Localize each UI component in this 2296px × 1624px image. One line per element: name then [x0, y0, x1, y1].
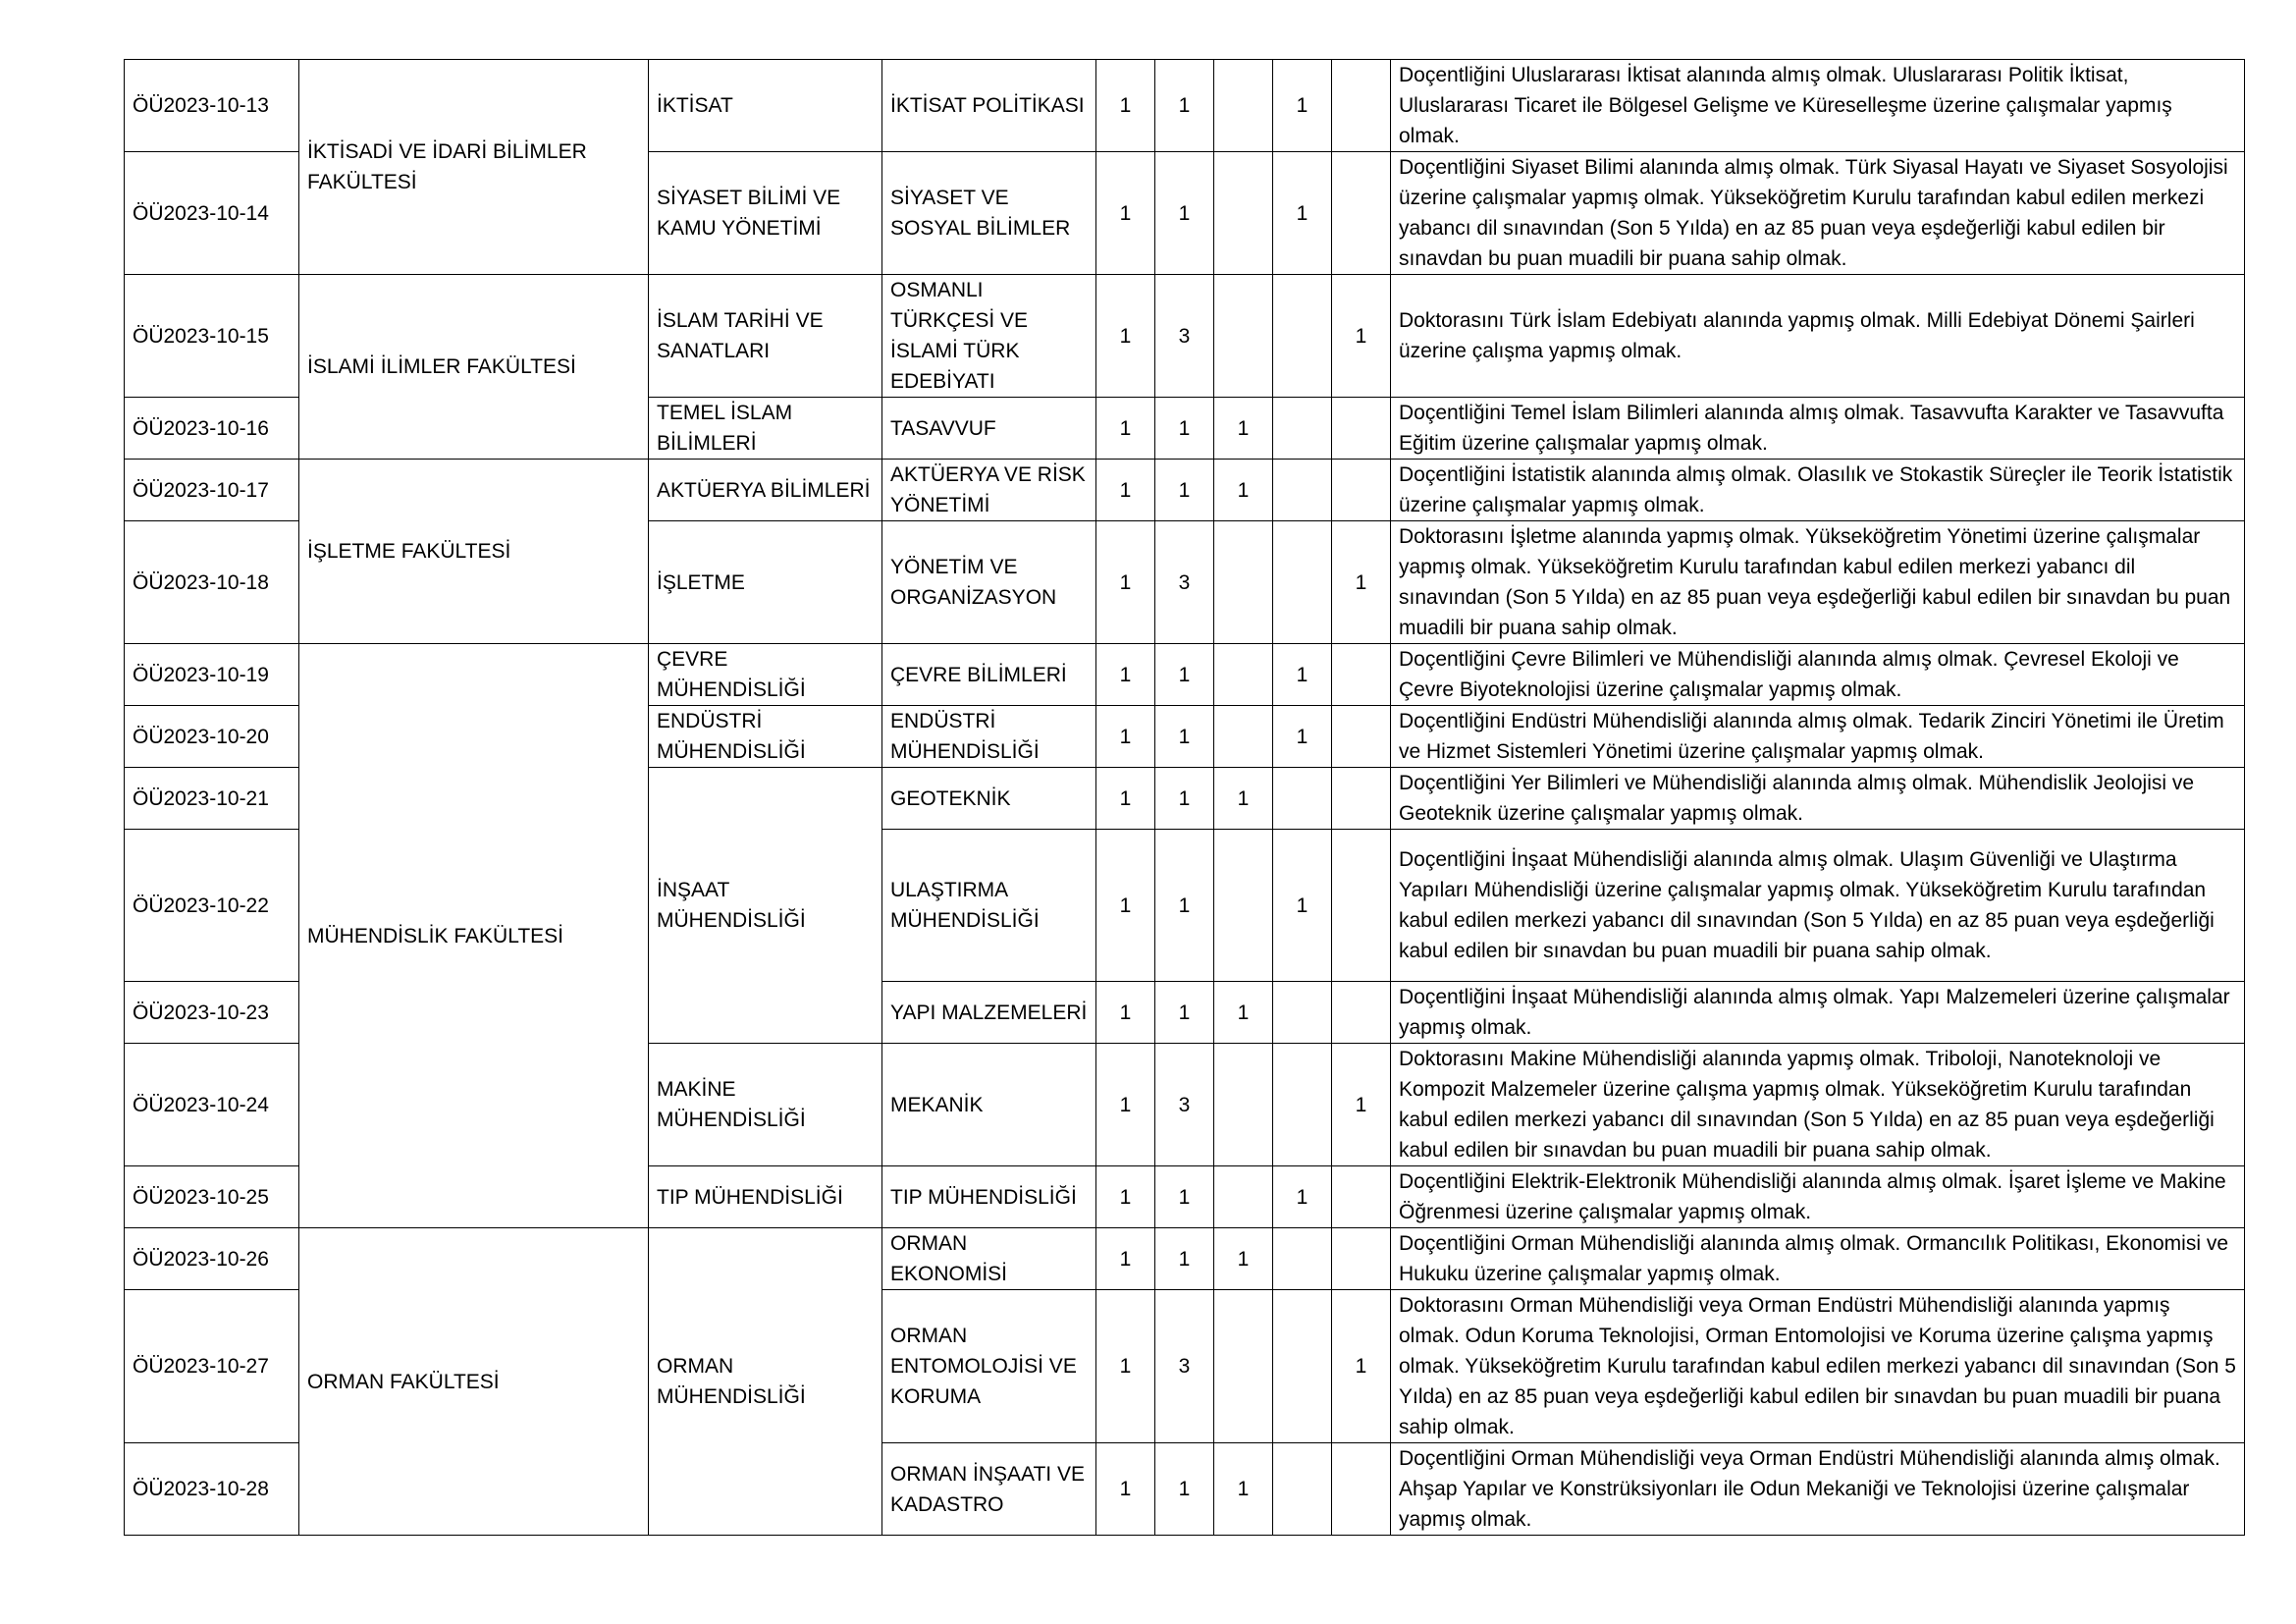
position-code: ÖÜ2023-10-22	[125, 830, 299, 982]
count-cell-3	[1214, 1290, 1273, 1443]
requirements-cell: Doçentliğini İnşaat Mühendisliği alanında almış olmak. Yapı Malzemeleri üzerine çalışmalar yapmış olmak.	[1391, 982, 2245, 1044]
requirements-cell: Doçentliğini İnşaat Mühendisliği alanında almış olmak. Ulaşım Güvenliği ve Ulaştırma Yapıları Mühendisliği üzerine çalışmalar yapmış olmak. Yükseköğretim Kurulu tarafından kabul edilen merkezi yabancı dil sınavından (Son 5 Yılda) en az 85 puan veya eşdeğerliği kabul edilen bir sınavdan bu puan muadili bir puana sahip olmak.	[1391, 830, 2245, 982]
count-cell-2: 1	[1155, 1228, 1214, 1290]
position-code: ÖÜ2023-10-25	[125, 1166, 299, 1228]
count-cell-2: 1	[1155, 706, 1214, 768]
count-cell-4	[1273, 275, 1332, 398]
count-cell-1: 1	[1096, 1044, 1155, 1166]
count-cell-4: 1	[1273, 152, 1332, 275]
count-cell-5	[1332, 982, 1391, 1044]
count-cell-1: 1	[1096, 1228, 1155, 1290]
count-cell-5	[1332, 398, 1391, 460]
count-cell-4: 1	[1273, 706, 1332, 768]
table-row	[125, 460, 2245, 521]
requirements-cell: Doktorasını İşletme alanında yapmış olmak. Yükseköğretim Yönetimi üzerine çalışmalar yapmış olmak. Yükseköğretim Kurulu tarafından kabul edilen merkezi yabancı dil sınavından (Son 5 Yılda) en az 85 puan veya eşdeğerliği kabul edilen bir sınavdan bu puan muadili bir puana sahip olmak.	[1391, 521, 2245, 644]
count-cell-2: 1	[1155, 152, 1214, 275]
requirements-cell: Doktorasını Orman Mühendisliği veya Orman Endüstri Mühendisliği alanında yapmış olmak. Odun Koruma Teknolojisi, Orman Entomolojisi ve Koruma üzerine çalışma yapmış olmak. Yükseköğretim Kurulu tarafından kabul edilen merkezi yabancı dil sınavından (Son 5 Yılda) en az 85 puan veya eşdeğerliği kabul edilen bir sınavdan bu puan muadili bir puana sahip olmak.	[1391, 1290, 2245, 1443]
count-cell-5	[1332, 706, 1391, 768]
requirements-cell: Doçentliğini İstatistik alanında almış olmak. Olasılık ve Stokastik Süreçler ile Teorik İstatistik üzerine çalışmalar yapmış olmak.	[1391, 460, 2245, 521]
position-code: ÖÜ2023-10-24	[125, 1044, 299, 1166]
field-cell: YAPI MALZEMELERİ	[882, 982, 1096, 1044]
position-code: ÖÜ2023-10-16	[125, 398, 299, 460]
positions-table	[124, 59, 2245, 1536]
count-cell-5	[1332, 1228, 1391, 1290]
field-cell: ORMAN İNŞAATI VE KADASTRO	[882, 1443, 1096, 1536]
count-cell-4: 1	[1273, 1166, 1332, 1228]
count-cell-4: 1	[1273, 60, 1332, 152]
count-cell-5	[1332, 152, 1391, 275]
count-cell-3: 1	[1214, 982, 1273, 1044]
requirements-cell: Doçentliğini Temel İslam Bilimleri alanında almış olmak. Tasavvufta Karakter ve Tasavvufta Eğitim üzerine çalışmalar yapmış olmak.	[1391, 398, 2245, 460]
count-cell-1: 1	[1096, 521, 1155, 644]
count-cell-5	[1332, 460, 1391, 521]
department-cell: ORMAN MÜHENDİSLİĞİ	[649, 1228, 882, 1536]
field-cell: TASAVVUF	[882, 398, 1096, 460]
count-cell-2: 1	[1155, 982, 1214, 1044]
position-code: ÖÜ2023-10-17	[125, 460, 299, 521]
count-cell-4	[1273, 1290, 1332, 1443]
count-cell-2: 1	[1155, 460, 1214, 521]
count-cell-1: 1	[1096, 768, 1155, 830]
count-cell-1: 1	[1096, 706, 1155, 768]
count-cell-3	[1214, 830, 1273, 982]
faculty-cell: ORMAN FAKÜLTESİ	[299, 1228, 649, 1536]
count-cell-4	[1273, 398, 1332, 460]
requirements-cell: Doçentliğini Yer Bilimleri ve Mühendisliği alanında almış olmak. Mühendislik Jeolojisi ve Geoteknik üzerine çalışmalar yapmış olmak.	[1391, 768, 2245, 830]
field-cell: İKTİSAT POLİTİKASI	[882, 60, 1096, 152]
department-cell: AKTÜERYA BİLİMLERİ	[649, 460, 882, 521]
department-cell: ÇEVRE MÜHENDİSLİĞİ	[649, 644, 882, 706]
count-cell-3	[1214, 152, 1273, 275]
position-code: ÖÜ2023-10-21	[125, 768, 299, 830]
count-cell-4: 1	[1273, 830, 1332, 982]
count-cell-4	[1273, 1228, 1332, 1290]
count-cell-1: 1	[1096, 982, 1155, 1044]
position-code: ÖÜ2023-10-28	[125, 1443, 299, 1536]
count-cell-3: 1	[1214, 460, 1273, 521]
count-cell-4	[1273, 768, 1332, 830]
department-cell: MAKİNE MÜHENDİSLİĞİ	[649, 1044, 882, 1166]
field-cell: GEOTEKNİK	[882, 768, 1096, 830]
faculty-cell: İŞLETME FAKÜLTESİ	[299, 460, 649, 644]
count-cell-4	[1273, 1443, 1332, 1536]
requirements-cell: Doçentliğini Orman Mühendisliği veya Orman Endüstri Mühendisliği alanında almış olmak. Ahşap Yapılar ve Konstrüksiyonları ile Odun Mekaniği ve Teknolojisi üzerine çalışmalar yapmış olmak.	[1391, 1443, 2245, 1536]
table-row	[125, 275, 2245, 398]
table-row	[125, 60, 2245, 152]
requirements-cell: Doçentliğini Orman Mühendisliği alanında almış olmak. Ormancılık Politikası, Ekonomisi ve Hukuku üzerine çalışmalar yapmış olmak.	[1391, 1228, 2245, 1290]
count-cell-1: 1	[1096, 398, 1155, 460]
count-cell-5: 1	[1332, 521, 1391, 644]
table-row	[125, 1228, 2245, 1290]
count-cell-2: 1	[1155, 1166, 1214, 1228]
count-cell-3: 1	[1214, 1443, 1273, 1536]
count-cell-3: 1	[1214, 1228, 1273, 1290]
requirements-cell: Doçentliğini Endüstri Mühendisliği alanında almış olmak. Tedarik Zinciri Yönetimi ile Üretim ve Hizmet Sistemleri Yönetimi üzerine çalışmalar yapmış olmak.	[1391, 706, 2245, 768]
count-cell-3: 1	[1214, 398, 1273, 460]
count-cell-1: 1	[1096, 1443, 1155, 1536]
requirements-cell: Doçentliğini Çevre Bilimleri ve Mühendisliği alanında almış olmak. Çevresel Ekoloji ve Çevre Biyoteknolojisi üzerine çalışmalar yapmış olmak.	[1391, 644, 2245, 706]
count-cell-1: 1	[1096, 830, 1155, 982]
count-cell-5	[1332, 1166, 1391, 1228]
count-cell-5: 1	[1332, 1290, 1391, 1443]
requirements-cell: Doçentliğini Elektrik-Elektronik Mühendisliği alanında almış olmak. İşaret İşleme ve Makine Öğrenmesi üzerine çalışmalar yapmış olmak.	[1391, 1166, 2245, 1228]
count-cell-1: 1	[1096, 1290, 1155, 1443]
field-cell: OSMANLI TÜRKÇESİ VE İSLAMİ TÜRK EDEBİYATI	[882, 275, 1096, 398]
count-cell-2: 1	[1155, 830, 1214, 982]
field-cell: YÖNETİM VE ORGANİZASYON	[882, 521, 1096, 644]
field-cell: AKTÜERYA VE RİSK YÖNETİMİ	[882, 460, 1096, 521]
count-cell-5	[1332, 1443, 1391, 1536]
field-cell: ORMAN EKONOMİSİ	[882, 1228, 1096, 1290]
count-cell-2: 3	[1155, 275, 1214, 398]
count-cell-1: 1	[1096, 460, 1155, 521]
position-code: ÖÜ2023-10-14	[125, 152, 299, 275]
count-cell-5	[1332, 830, 1391, 982]
count-cell-4: 1	[1273, 644, 1332, 706]
department-cell: SİYASET BİLİMİ VE KAMU YÖNETİMİ	[649, 152, 882, 275]
count-cell-3	[1214, 521, 1273, 644]
count-cell-4	[1273, 1044, 1332, 1166]
field-cell: SİYASET VE SOSYAL BİLİMLER	[882, 152, 1096, 275]
faculty-cell: İKTİSADİ VE İDARİ BİLİMLER FAKÜLTESİ	[299, 60, 649, 275]
count-cell-4	[1273, 521, 1332, 644]
department-cell: TEMEL İSLAM BİLİMLERİ	[649, 398, 882, 460]
field-cell: ULAŞTIRMA MÜHENDİSLİĞİ	[882, 830, 1096, 982]
count-cell-2: 1	[1155, 398, 1214, 460]
count-cell-1: 1	[1096, 1166, 1155, 1228]
count-cell-5: 1	[1332, 1044, 1391, 1166]
requirements-cell: Doktorasını Türk İslam Edebiyatı alanında yapmış olmak. Milli Edebiyat Dönemi Şairleri üzerine çalışma yapmış olmak.	[1391, 275, 2245, 398]
field-cell: TIP MÜHENDİSLİĞİ	[882, 1166, 1096, 1228]
field-cell: MEKANİK	[882, 1044, 1096, 1166]
department-cell: İŞLETME	[649, 521, 882, 644]
count-cell-1: 1	[1096, 644, 1155, 706]
position-code: ÖÜ2023-10-27	[125, 1290, 299, 1443]
count-cell-3	[1214, 275, 1273, 398]
department-cell: İNŞAAT MÜHENDİSLİĞİ	[649, 768, 882, 1044]
position-code: ÖÜ2023-10-18	[125, 521, 299, 644]
count-cell-3	[1214, 706, 1273, 768]
count-cell-5: 1	[1332, 275, 1391, 398]
count-cell-2: 1	[1155, 768, 1214, 830]
count-cell-3: 1	[1214, 768, 1273, 830]
count-cell-4	[1273, 982, 1332, 1044]
count-cell-3	[1214, 644, 1273, 706]
position-code: ÖÜ2023-10-23	[125, 982, 299, 1044]
department-cell: İSLAM TARİHİ VE SANATLARI	[649, 275, 882, 398]
count-cell-1: 1	[1096, 60, 1155, 152]
department-cell: TIP MÜHENDİSLİĞİ	[649, 1166, 882, 1228]
count-cell-2: 1	[1155, 644, 1214, 706]
count-cell-5	[1332, 60, 1391, 152]
field-cell: ENDÜSTRİ MÜHENDİSLİĞİ	[882, 706, 1096, 768]
position-code: ÖÜ2023-10-19	[125, 644, 299, 706]
count-cell-2: 1	[1155, 60, 1214, 152]
field-cell: ORMAN ENTOMOLOJİSİ VE KORUMA	[882, 1290, 1096, 1443]
table-row	[125, 644, 2245, 706]
count-cell-3	[1214, 1166, 1273, 1228]
requirements-cell: Doktorasını Makine Mühendisliği alanında yapmış olmak. Triboloji, Nanoteknoloji ve Kompozit Malzemeler üzerine çalışma yapmış olmak. Yükseköğretim Kurulu tarafından kabul edilen merkezi yabancı dil sınavından (Son 5 Yılda) en az 85 puan veya eşdeğerliği kabul edilen bir sınavdan bu puan muadili bir puana sahip olmak.	[1391, 1044, 2245, 1166]
count-cell-1: 1	[1096, 152, 1155, 275]
field-cell: ÇEVRE BİLİMLERİ	[882, 644, 1096, 706]
faculty-cell: İSLAMİ İLİMLER FAKÜLTESİ	[299, 275, 649, 460]
count-cell-5	[1332, 644, 1391, 706]
position-code: ÖÜ2023-10-20	[125, 706, 299, 768]
count-cell-3	[1214, 1044, 1273, 1166]
count-cell-2: 1	[1155, 1443, 1214, 1536]
department-cell: İKTİSAT	[649, 60, 882, 152]
position-code: ÖÜ2023-10-15	[125, 275, 299, 398]
count-cell-3	[1214, 60, 1273, 152]
position-code: ÖÜ2023-10-13	[125, 60, 299, 152]
count-cell-2: 3	[1155, 1044, 1214, 1166]
count-cell-2: 3	[1155, 1290, 1214, 1443]
department-cell: ENDÜSTRİ MÜHENDİSLİĞİ	[649, 706, 882, 768]
count-cell-5	[1332, 768, 1391, 830]
count-cell-2: 3	[1155, 521, 1214, 644]
faculty-cell: MÜHENDİSLİK FAKÜLTESİ	[299, 644, 649, 1228]
count-cell-1: 1	[1096, 275, 1155, 398]
requirements-cell: Doçentliğini Uluslararası İktisat alanında almış olmak. Uluslararası Politik İktisat, Uluslararası Ticaret ile Bölgesel Gelişme ve Küreselleşme üzerine çalışmalar yapmış olmak.	[1391, 60, 2245, 152]
requirements-cell: Doçentliğini Siyaset Bilimi alanında almış olmak. Türk Siyasal Hayatı ve Siyaset Sosyolojisi üzerine çalışmalar yapmış olmak. Yükseköğretim Kurulu tarafından kabul edilen merkezi yabancı dil sınavından (Son 5 Yılda) en az 85 puan veya eşdeğerliği kabul edilen bir sınavdan bu puan muadili bir puana sahip olmak.	[1391, 152, 2245, 275]
position-code: ÖÜ2023-10-26	[125, 1228, 299, 1290]
count-cell-4	[1273, 460, 1332, 521]
